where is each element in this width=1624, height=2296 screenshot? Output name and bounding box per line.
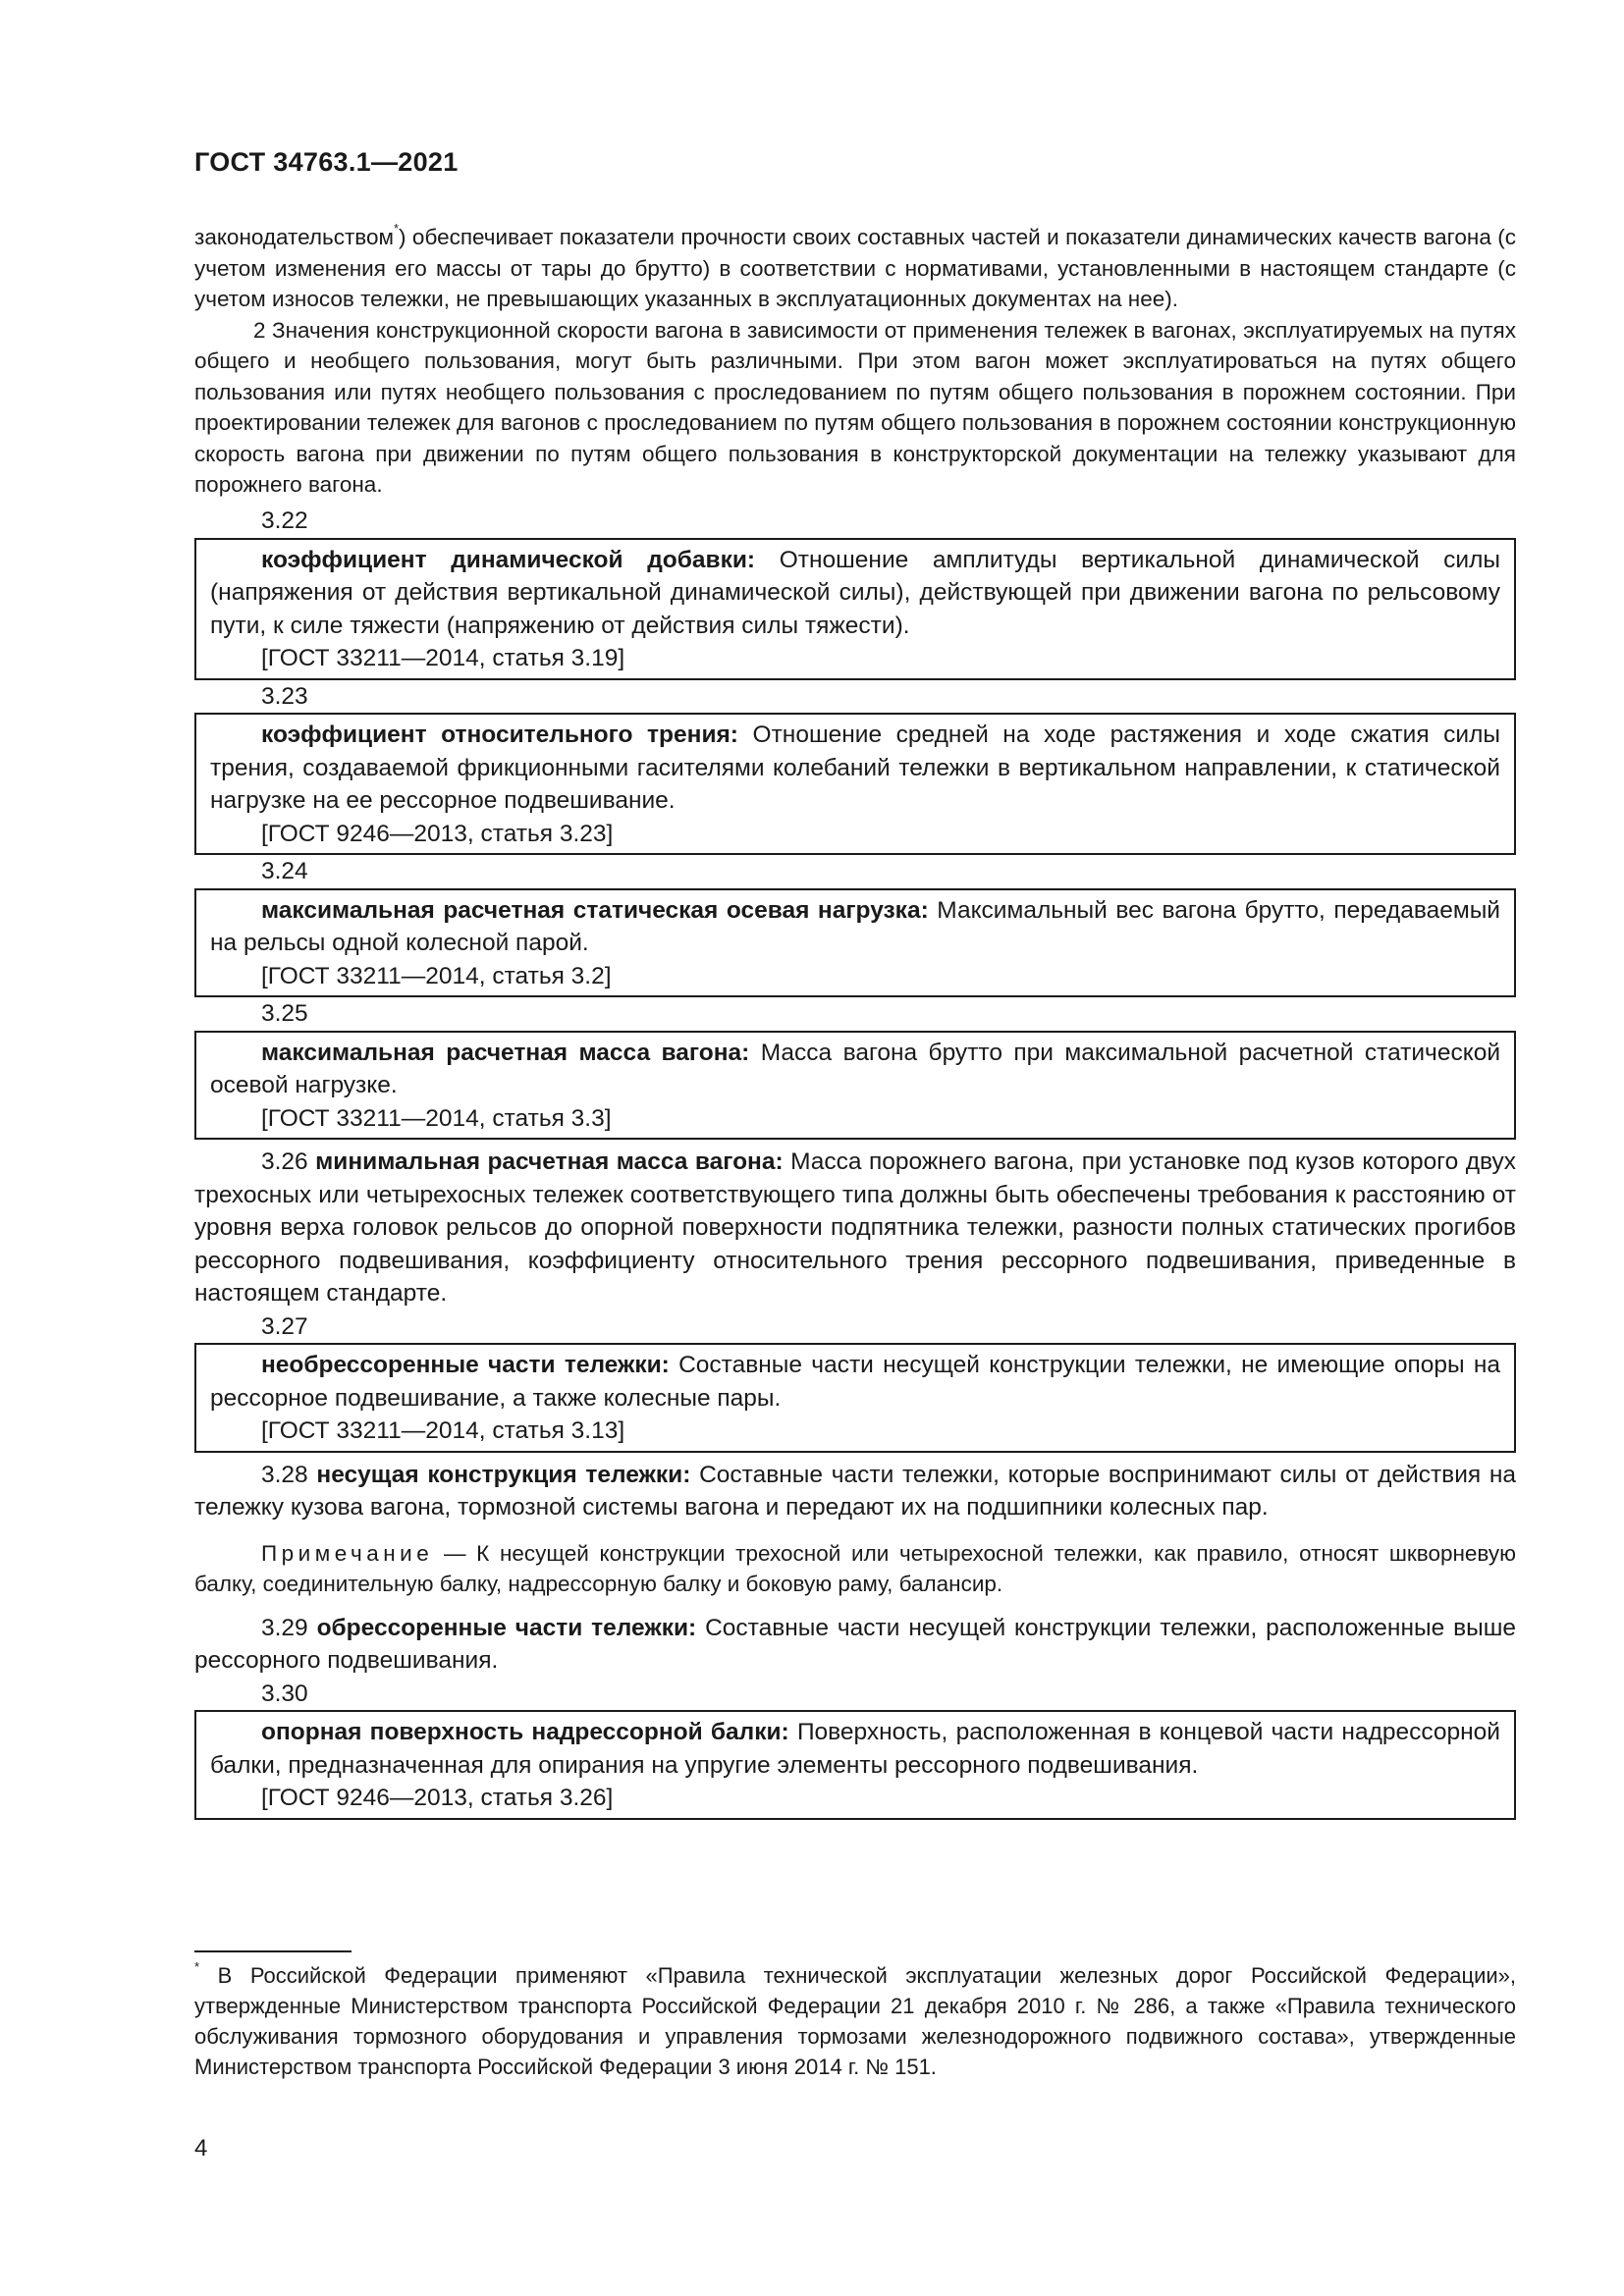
term-definition: коэффициент динамической добавки: Отношение амплитуды вертикальной динамической силы (напряжения от действия вертикальной динамической силы), действующей при движении вагона по рельсовому пути, к силе тяжести (напряжению от действия силы тяжести).	[210, 546, 1500, 639]
term-name: опорная поверхность надрессорной балки:	[261, 1719, 789, 1745]
term-definition: опорная поверхность надрессорной балки: Поверхность, расположенная в концевой части надрессорной балки, предназначенная для опирания на упругие элементы рессорного подвешивания.	[210, 1719, 1500, 1779]
term-name: несущая конструкция тележки:	[316, 1461, 691, 1488]
term-name: максимальная расчетная масса вагона:	[261, 1039, 750, 1066]
term-number-3-24: 3.24	[261, 858, 308, 884]
term-number-3-30: 3.30	[261, 1680, 308, 1707]
intro-text	[194, 222, 1516, 501]
term-definition: максимальная расчетная масса вагона: Масса вагона брутто при максимальной расчетной статической осевой нагрузке.	[210, 1039, 1501, 1098]
term-name: необрессоренные части тележки:	[261, 1352, 670, 1378]
term-box-3-25	[194, 1031, 1516, 1141]
term-paragraph-3-26: 3.26 минимальная расчетная масса вагона: Масса порожнего вагона, при установке под кузов которого двух трехосных или четырехосных тележек соответствующего типа должны быть обеспечены требования к расстоянию от уровня верха головок рельсов до опорной поверхности подпятника тележки, разности полных статических прогибов рессорного подвешивания, коэффициенту относительного трения рессорного подвешивания, приведенные в настоящем стандарте.	[194, 1148, 1516, 1307]
footnote-mark: *	[194, 1959, 200, 1974]
term-box-3-23	[194, 713, 1516, 855]
term-source-reference: [ГОСТ 9246—2013, статья 3.26]	[261, 1785, 614, 1811]
term-box-3-24	[194, 888, 1516, 998]
term-source-reference: [ГОСТ 33211—2014, статья 3.13]	[261, 1417, 625, 1444]
term-source-reference: [ГОСТ 33211—2014, статья 3.3]	[261, 1104, 612, 1132]
term-number-3-25: 3.25	[261, 1000, 308, 1027]
document-page	[194, 0, 1516, 2296]
intro-paragraph-2: 2 Значения конструкционной скорости вагона в зависимости от применения тележек в вагонах, эксплуатируемых на путях общего и необщего пользования, могут быть различными. При этом вагон может эксплуатироваться на путях общего пользования или путях необщего пользования с проследованием по путям общего пользования в порожнем состоянии. При проектировании тележек для вагонов с проследованием по путям общего пользования в порожнем состоянии конструкционную скорость вагона при движении по путям общего пользования в конструкторской документации на тележку указывают для порожнего вагона.	[194, 317, 1516, 497]
term-paragraph-3-29: 3.29 обрессоренные части тележки: Составные части несущей конструкции тележки, расположенные выше рессорного подвешивания.	[194, 1614, 1517, 1674]
footnote: * В Российской Федерации применяют «Правила технической эксплуатации железных дорог Российской Федерации», утвержденные Министерством транспорта Российской Федерации 21 декабря 2010 г. № 286, а также «Правила технического обслуживания тормозного оборудования и управления тормозами железнодорожного подвижного состава», утвержденные Министерством транспорта Российской Федерации 3 июня 2014 г. № 151.	[194, 1959, 1516, 2079]
standard-designation: ГОСТ 34763.1—2021	[194, 147, 459, 177]
term-number-3-23: 3.23	[261, 682, 308, 710]
term-definition: коэффициент относительного трения: Отношение средней на ходе растяжения и ходе сжатия силы трения, создаваемой фрикционными гасителями колебаний тележки в вертикальном направлении, к статической нагрузке на ее рессорное подвешивание.	[210, 721, 1500, 814]
term-source-reference: [ГОСТ 9246—2013, статья 3.23]	[261, 820, 614, 847]
term-box-3-27	[194, 1343, 1516, 1453]
footnote-reference[interactable]: *	[393, 221, 400, 236]
terms-section	[194, 505, 1516, 1820]
term-name: минимальная расчетная масса вагона:	[315, 1148, 784, 1175]
note-label: Примечание	[261, 1540, 434, 1566]
footnote-separator	[194, 1950, 352, 1952]
term-number-3-27: 3.27	[261, 1312, 308, 1340]
term-definition: максимальная расчетная статическая осевая нагрузка: Максимальный вес вагона брутто, передаваемый на рельсы одной колесной парой.	[210, 896, 1500, 956]
intro-paragraph-1: законодательством*) обеспечивает показатели прочности своих составных частей и показатели динамических качеств вагона (с учетом изменения его массы от тары до брутто) в соответствии с нормативами, установленными в настоящем стандарте (с учетом износов тележки, не превышающих указанных в эксплуатационных документах на нее).	[194, 221, 1516, 311]
term-source-reference: [ГОСТ 33211—2014, статья 3.19]	[261, 645, 625, 671]
term-name: максимальная расчетная статическая осевая нагрузка:	[261, 896, 929, 924]
note-paragraph: Примечание — К несущей конструкции трехосной или четырехосной тележки, как правило, относят шкворневую балку, соединительную балку, надрессорную балку и боковую раму, балансир.	[194, 1540, 1516, 1596]
term-name: обрессоренные части тележки:	[316, 1614, 697, 1641]
page-number: 4	[194, 2135, 208, 2162]
term-name: коэффициент динамической добавки:	[261, 546, 756, 573]
term-source-reference: [ГОСТ 33211—2014, статья 3.2]	[261, 962, 612, 989]
term-paragraph-3-28: 3.28 несущая конструкция тележки: Составные части тележки, которые воспринимают силы от действия на тележку кузова вагона, тормозной системы вагона и передают их на подшипники колесных пар.	[194, 1461, 1517, 1521]
term-box-3-30	[194, 1710, 1516, 1820]
term-name: коэффициент относительного трения:	[261, 721, 738, 748]
term-number-3-22: 3.22	[261, 507, 308, 534]
term-definition: необрессоренные части тележки: Составные части несущей конструкции тележки, не имеющие опоры на рессорное подвешивание, а также колесные пары.	[210, 1352, 1500, 1412]
term-box-3-22	[194, 538, 1516, 680]
